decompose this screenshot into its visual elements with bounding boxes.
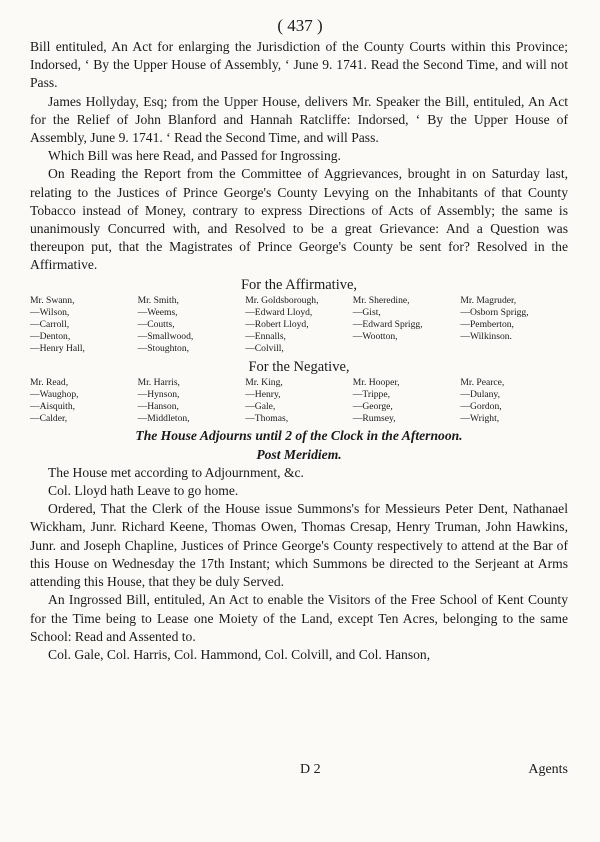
page-number: ( 437 ) (277, 16, 323, 35)
paragraph-met: The House met according to Adjournment, &c. (48, 464, 304, 480)
negative-heading: For the Negative, (248, 358, 350, 375)
member-name: —Gordon, (460, 401, 502, 413)
member-name: Mr. King, (245, 376, 283, 388)
post-meridiem-heading: Post Meridiem. (256, 446, 342, 462)
signature-mark: D 2 (300, 762, 321, 777)
member-name: —George, (352, 401, 393, 413)
member-name: Mr. Goldsborough, (245, 294, 319, 306)
member-name: —Stoughton, (137, 343, 190, 355)
member-name: Mr. Read, (30, 376, 69, 388)
negative-column (30, 377, 138, 426)
negative-column (460, 377, 568, 426)
member-name: —Aisquith, (30, 401, 76, 413)
affirmative-column (30, 295, 138, 356)
member-name: —Trippe, (352, 388, 391, 400)
member-name: —Wright, (460, 413, 500, 425)
member-name: Mr. Smith, (137, 294, 179, 306)
paragraph-ingrossed-bill: An Ingrossed Bill, entituled, An Act to enable the Visitors of the Free School of Kent County for the Time being to Lease one Moiety of the Land, except Ten Acres, belonging to the same School: Read and Assented to. (30, 592, 568, 644)
affirmative-list (30, 295, 568, 356)
member-name: —Waughop, (30, 388, 79, 400)
member-name: —Thomas, (245, 413, 289, 425)
paragraph-hollyday: James Hollyday, Esq; from the Upper House, delivers Mr. Speaker the Bill, entituled, An Act for the Relief of John Blanford and Hannah Ratcliffe: Indorsed, ‘ By the Upper House of Assembly, June 9. 1741. ‘ Read the Second Time, and will Pass. (30, 93, 568, 146)
affirmative-column (138, 295, 246, 356)
member-name: —Rumsey, (352, 413, 396, 425)
negative-column (353, 377, 461, 426)
member-name: —Osborn Sprigg, (460, 306, 529, 318)
member-name: —Gale, (245, 401, 276, 413)
member-name: —Henry Hall, (30, 343, 85, 355)
member-name: —Edward Sprigg, (352, 319, 423, 331)
body-text (30, 38, 568, 664)
member-name: —Gist, (352, 306, 381, 318)
catchword: Agents (528, 762, 568, 777)
member-name: Mr. Pearce, (460, 376, 505, 388)
member-name: —Henry, (245, 388, 281, 400)
member-name: —Colvill, (245, 343, 284, 355)
member-name: Mr. Swann, (30, 294, 75, 306)
member-name: —Calder, (30, 413, 68, 425)
paragraph-bill-jurisdiction: Bill entituled, An Act for enlarging the Jurisdiction of the County Courts within this Province; Indorsed, ‘ By the Upper House of Assembly, ‘ June 9. 1741. Read the Second Time, and will not Pass. (30, 39, 568, 91)
member-name: —Carroll, (30, 319, 70, 331)
member-name: —Pemberton, (460, 319, 514, 331)
adjournment-line: The House Adjourns until 2 of the Clock in the Afternoon. (135, 428, 463, 444)
member-name: —Wilkinson. (460, 331, 512, 343)
member-name: —Hanson, (137, 401, 179, 413)
member-name: Mr. Sheredine, (352, 294, 410, 306)
member-name: —Ennalls, (245, 331, 286, 343)
member-name: —Coutts, (137, 319, 175, 331)
member-name: —Robert Lloyd, (245, 319, 309, 331)
paragraph-colonels: Col. Gale, Col. Harris, Col. Hammond, Col. Colvill, and Col. Hanson, (48, 646, 431, 662)
member-name: —Wilson, (30, 306, 70, 318)
affirmative-column (460, 295, 568, 356)
member-name: Mr. Harris, (137, 376, 180, 388)
paragraph-ordered: Ordered, That the Clerk of the House issue Summons's for Messieurs Peter Dent, Nathanael Wickham, Junr. Richard Keene, Thomas Owen, Thomas Cresap, Henry Truman, John Hawkins, Junr. and Joseph Chapline, Justices of Prince George's County respectively to attend at the Bar of this House on Wednesday the 17th Instant; which Summons be directed to the Serjeant at Arms attending this House, that they be duly Served. (30, 501, 568, 590)
member-name: Mr. Magruder, (460, 294, 517, 306)
negative-list (30, 377, 568, 426)
member-name: —Smallwood, (137, 331, 194, 343)
member-name: —Middleton, (137, 413, 190, 425)
negative-column (245, 377, 353, 426)
member-name: Mr. Hooper, (352, 376, 400, 388)
member-name: —Wootton, (352, 331, 398, 343)
paragraph-aggrievances: On Reading the Report from the Committee of Aggrievances, brought in on Saturday last, relating to the Justices of Prince George's County Levying on the Inhabitants of that County Tobacco instead of Money, contrary to express Directions of Acts of Assembly; the same is unanimously Concurred with, and Resolved to be a great Grievance: And a Question was thereupon put, that the Magistrates of Prince George's County be sent for? Resolved in the Affirmative. (30, 166, 568, 273)
member-name: —Dulany, (460, 388, 500, 400)
paragraph-ingrossing: Which Bill was here Read, and Passed for Ingrossing. (48, 148, 341, 164)
affirmative-column (245, 295, 353, 356)
member-name: —Edward Lloyd, (245, 306, 313, 318)
negative-column (138, 377, 246, 426)
member-name: —Weems, (137, 306, 178, 318)
member-name: —Hynson, (137, 388, 180, 400)
member-name: —Denton, (30, 331, 71, 343)
affirmative-heading: For the Affirmative, (240, 276, 358, 293)
affirmative-column (353, 295, 461, 356)
paragraph-leave: Col. Lloyd hath Leave to go home. (48, 483, 239, 499)
